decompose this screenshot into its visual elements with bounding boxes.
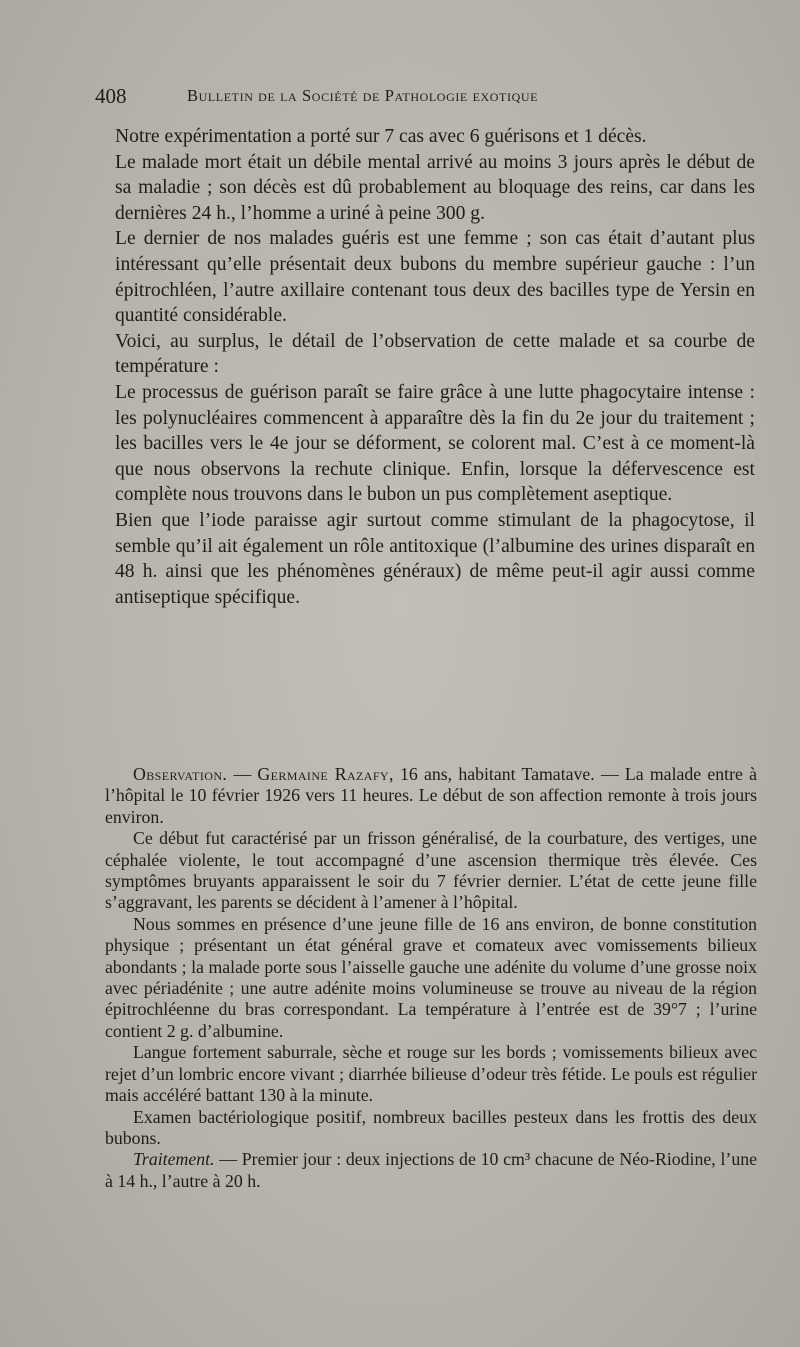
- treatment-label: Traitement.: [133, 1149, 215, 1170]
- body-paragraph: Bien que l’iode paraisse agir surtout comme stimulant de la phagocytose, il semble qu’il ait également un rôle antitoxique (l’albumine des urines disparaît en 48 h. ainsi que les phénomènes généraux) de même peut-il agir aussi comme antiseptique spécifique.: [115, 509, 755, 608]
- observation-dash: —: [233, 764, 252, 784]
- observation-label: Observation.: [133, 764, 228, 784]
- observation-intro-text: 16 ans, habitant Tamatave. — La malade entre à l’hôpital le 10 février 1926 vers 11 heures. Le début de son affection remonte à trois jours environ.: [105, 764, 757, 827]
- body-paragraph: Voici, au surplus, le détail de l’observation de cette malade et sa courbe de température :: [115, 330, 755, 378]
- observation-paragraph: Langue fortement saburrale, sèche et rouge sur les bords ; vomissements bilieux avec rejet d’un lombric encore vivant ; diarrhée bilieuse d’odeur très fétide. Le pouls est régulier mais accéléré battant 130 à la minute.: [105, 1042, 757, 1106]
- observation-intro: [105, 764, 757, 828]
- page-number: 408: [95, 84, 127, 108]
- body-paragraph: Le processus de guérison paraît se faire grâce à une lutte phagocytaire intense : les polynucléaires commencent à apparaître dès la fin du 2e jour du traitement ; les bacilles vers le 4e jour se déforment, se colorent mal. C’est à ce moment-là que nous observons la rechute clinique. Enfin, lorsque la défervescence est complète nous trouvons dans le bubon un pus complètement aseptique.: [115, 381, 755, 506]
- body-paragraph: Notre expérimentation a porté sur 7 cas avec 6 guérisons et 1 décès.: [115, 126, 647, 147]
- body-paragraph: Le dernier de nos malades guéris est une femme ; son cas était d’autant plus intéressant qu’elle présentait deux bubons du membre supérieur gauche : l’un épitrochléen, l’autre axillaire contenant tous deux des bacilles type de Yersin en quantité considérable.: [115, 228, 755, 327]
- treatment-paragraph: [105, 1149, 757, 1192]
- running-title: Bulletin de la Société de Pathologie exotique: [187, 86, 539, 105]
- observation-paragraph: Examen bactériologique positif, nombreux bacilles pesteux dans les frottis des deux bubons.: [105, 1106, 757, 1148]
- treatment-text: — Premier jour : deux injections de 10 cm³ chacune de Néo-Riodine, l’une à 14 h., l’autre à 20 h.: [105, 1149, 757, 1191]
- patient-name: Germaine Razafy,: [257, 764, 394, 784]
- observation-paragraph: Nous sommes en présence d’une jeune fille de 16 ans environ, de bonne constitution physique ; présentant un état général grave et comateux avec vomissements bilieux abondants ; la malade porte sous l’aisselle gauche une adénite du volume d’une grosse noix avec périadénite ; une autre adénite moins volumineuse se trouve au niveau de la région épitrochléenne du bras correspondant. La température à l’entrée est de 39°7 ; l’urine contient 2 g. d’albumine.: [105, 913, 757, 1041]
- main-text: [115, 124, 755, 610]
- observation-paragraph: Ce début fut caractérisé par un frisson généralisé, de la courbature, des vertiges, une céphalée violente, le tout accompagné d’une ascension thermique très élevée. Ces symptômes bruyants apparaissent le soir du 7 février dernier. L’état de cette jeune fille s’aggravant, les parents se décident à l’amener à l’hôpital.: [105, 828, 757, 913]
- body-paragraph: Le malade mort était un débile mental arrivé au moins 3 jours après le début de sa maladie ; son décès est dû probablement au bloquage des reins, car dans les dernières 24 h., l’homme a uriné à peine 300 g.: [115, 151, 755, 224]
- observation-section: [105, 764, 757, 1192]
- page-header: [95, 84, 655, 114]
